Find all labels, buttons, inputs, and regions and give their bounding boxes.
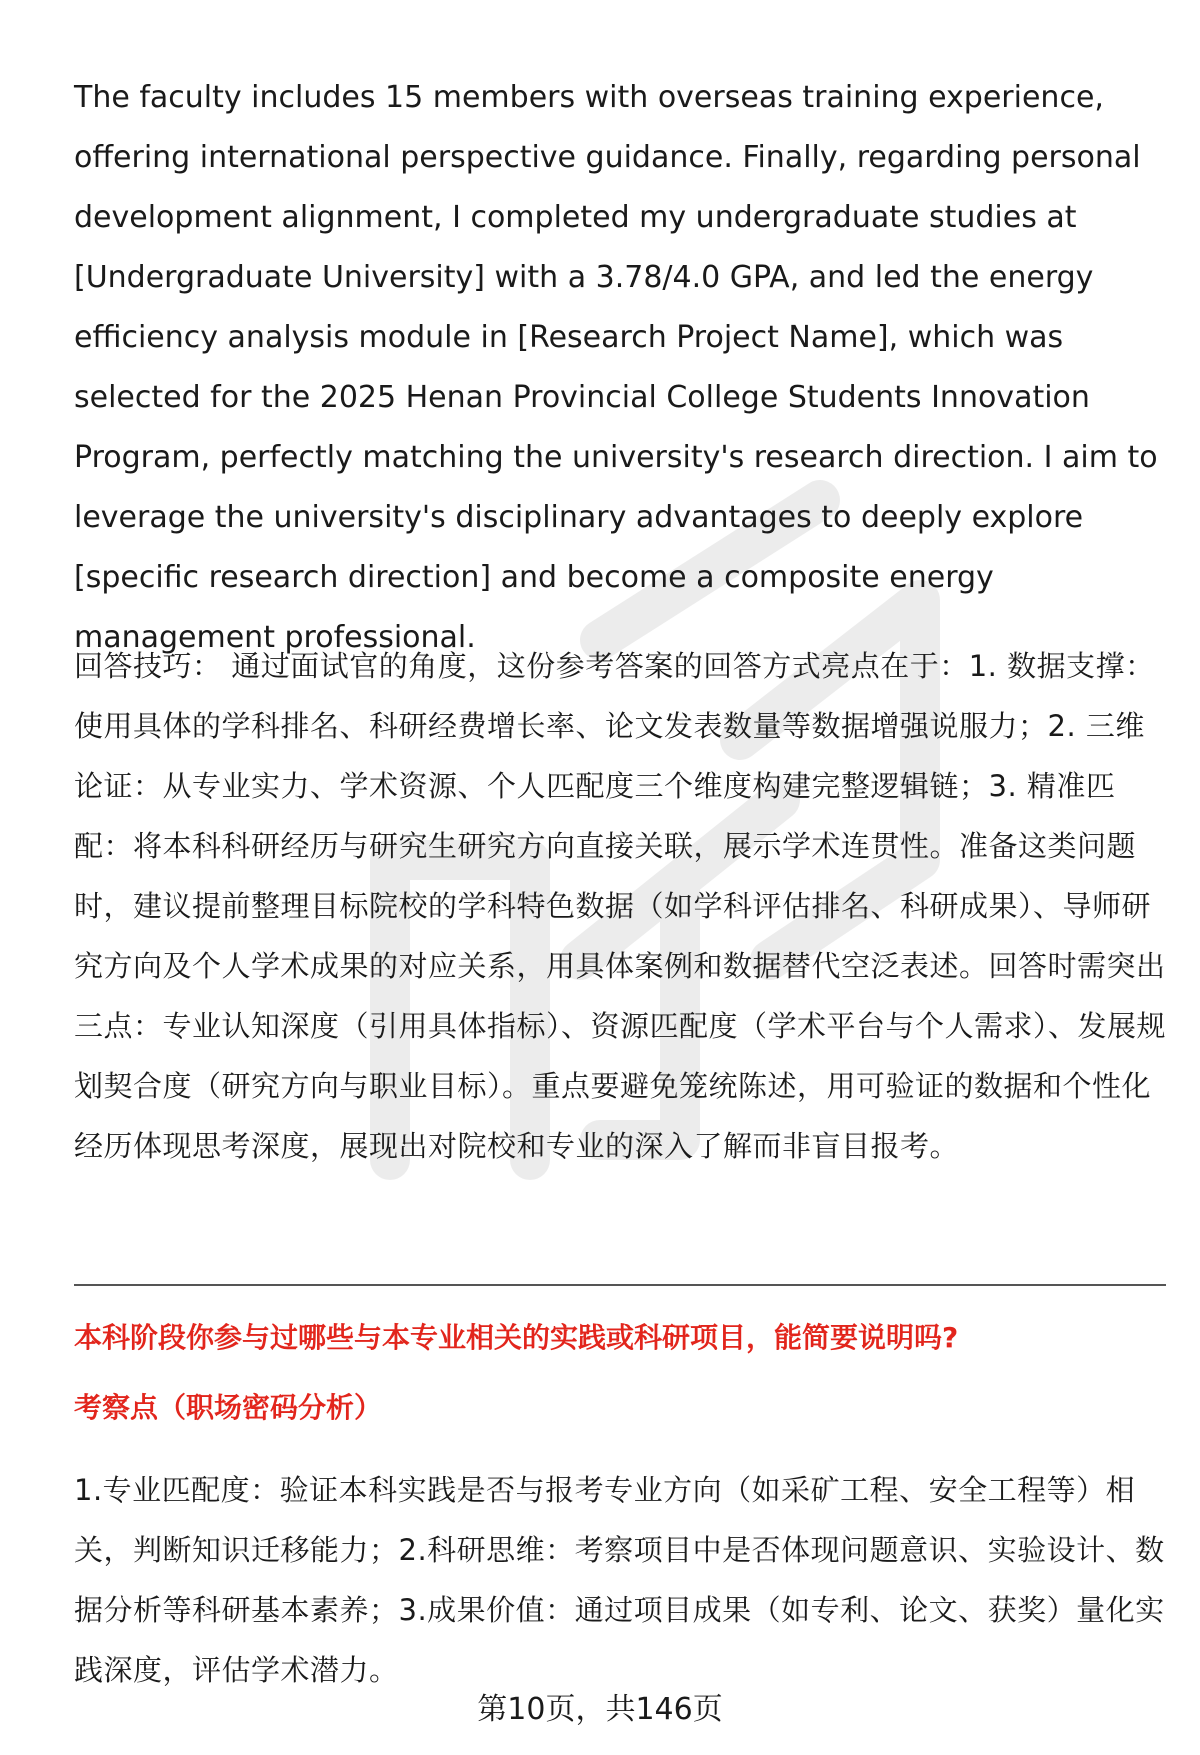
assessment-points-paragraph: 1.专业匹配度：验证本科实践是否与报考专业方向（如采矿工程、安全工程等）相关，判断知识迁移能力；2.科研思维：考察项目中是否体现问题意识、实验设计、数据分析等科研基本素养；3.成果价值：通过项目成果（如专利、论文、获奖）量化实践深度，评估学术潜力。 <box>74 1473 1165 1687</box>
answer-tips-paragraph: 回答技巧： 通过面试官的角度，这份参考答案的回答方式亮点在于：1. 数据支撑：使用具体的学科排名、科研经费增长率、论文发表数量等数据增强说服力；2. 三维论证：从专业实力、学术资源、个人匹配度三个维度构建完整逻辑链；3. 精准匹配：将本科科研经历与研究生研究方向直接关联，展示学术连贯性。准备这类问题时，建议提前整理目标院校的学科特色数据（如学科评估排名、科研成果）、导师研究方向及个人学术成果的对应关系，用具体案例和数据替代空泛表述。回答时需突出三点：专业认知深度（引用具体指标）、资源匹配度（学术平台与个人需求）、发展规划契合度（研究方向与职业目标）。重点要避免笼统陈述，用可验证的数据和个性化经历体现思考深度，展现出对院校和专业的深入了解而非盲目报考。 <box>74 649 1167 1163</box>
page-number-footer: 第10页，共146页 <box>477 1692 723 1727</box>
section-heading: 考察点（职场密码分析） <box>74 1391 383 1424</box>
section-divider <box>74 1284 1166 1286</box>
english-answer-paragraph: The faculty includes 15 members with overseas training experience, offering international perspective guidance. Finally, regarding personal development alignment, I completed my undergraduate studies at [Undergraduate University] with a 3.78/4.0 GPA, and led the energy efficiency analysis module in [Research Project Name], which was selected for the 2025 Henan Provincial College Students Innovation Program, perfectly matching the university's research direction. I aim to leverage the university's disciplinary advantages to deeply explore [specific research direction] and become a composite energy management professional. <box>74 80 1158 655</box>
interview-question: 本科阶段你参与过哪些与本专业相关的实践或科研项目，能简要说明吗? <box>74 1321 959 1354</box>
